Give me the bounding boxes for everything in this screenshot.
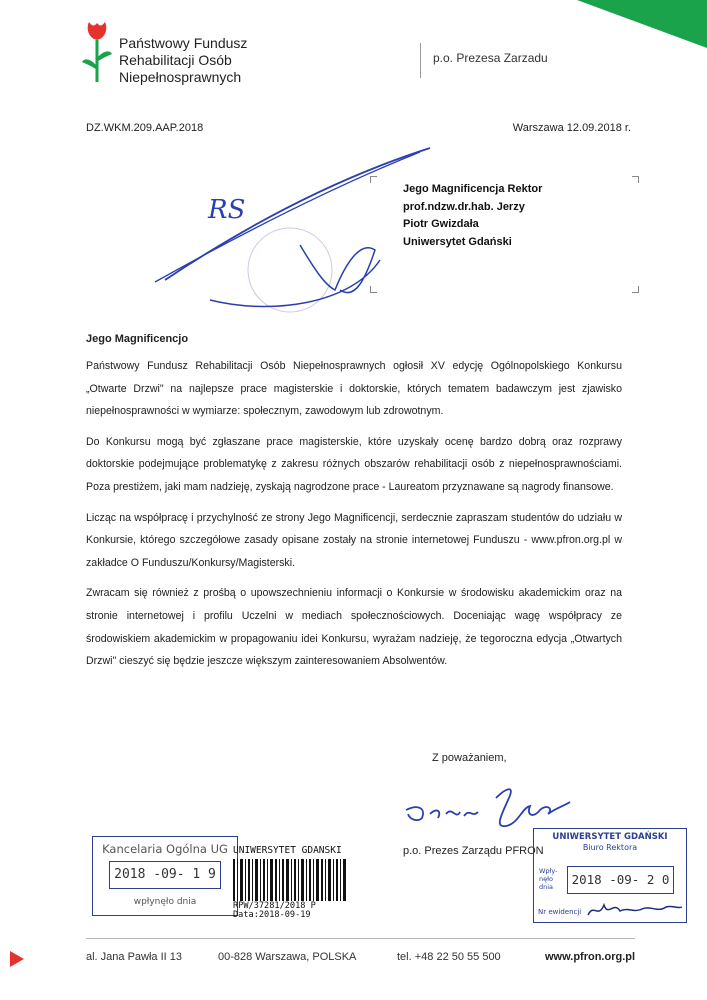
salutation: Jego Magnificencjo: [86, 333, 189, 345]
closing: Z poważaniem,: [432, 752, 507, 764]
paragraph: Zwracam się również z prośbą o upowszechnieniu informacji o Konkursie w środowisku akademickim oraz na stronie internetowej i profilu Uczelni w mediach społecznościowych. Doceniając wagę współpracy ze środowiskiem akademickim w propagowaniu idei Konkursu, wyrażam nadzieję, że tegoroczna edycja „Otwartych Drzwi" cieszyć się będzie jeszcze większym zainteresowaniem Absolwentów.: [86, 587, 622, 668]
reference-number: DZ.WKM.209.AAP.2018: [86, 122, 204, 134]
footer-city: 00-828 Warszawa, POLSKA: [218, 951, 357, 963]
letter-body: [86, 355, 622, 681]
barcode-code-line: RPW/37281/2018 P: [233, 901, 316, 911]
footer-phone: tel. +48 22 50 55 500: [397, 951, 501, 963]
signatory-name: p.o. Prezes Zarządu PFRON: [403, 845, 544, 857]
footer-website-link[interactable]: www.pfron.org.pl: [545, 951, 636, 963]
recipient-line: prof.ndzw.dr.hab. Jerzy: [403, 200, 525, 213]
barcode-label: [233, 845, 378, 920]
office-received-stamp: [92, 836, 238, 916]
recipient-line: Uniwersytet Gdański: [403, 235, 512, 248]
org-line-3: Niepełnosprawnych: [119, 69, 242, 85]
letter-date: Warszawa 12.09.2018 r.: [512, 122, 631, 134]
header-divider: [420, 43, 421, 78]
stamp-title: Kancelaria Ogólna UG: [102, 842, 228, 856]
position-title: p.o. Prezesa Zarzadu: [433, 51, 548, 65]
paragraph: Licząc na współpracę i przychylność ze strony Jego Magnificencji, serdecznie zapraszam studentów do udziału w Konkursie, którego szczegółowe zasady opisane zostały na stronie internetowej Funduszu - www.pfron.org.pl w zakładce O Funduszu/Konkursy/Magisterski.: [86, 511, 622, 569]
barcode-title: UNIWERSYTET GDANSKI: [233, 845, 342, 856]
address-corner-br: [632, 286, 639, 293]
stamp-received-label: Wpły-nęło dnia: [539, 867, 558, 891]
stamp-label: wpłynęło dnia: [133, 897, 197, 907]
organization-name: [119, 35, 247, 86]
footer-divider: [86, 938, 635, 939]
org-line-2: Rehabilitacji Osób: [119, 52, 232, 68]
arrow-icon: [10, 951, 24, 967]
stamp-evidence-label: Nr ewidencji: [538, 908, 582, 916]
paragraph: Państwowy Fundusz Rehabilitacji Osób Niepełnosprawnych ogłosił XV edycję Ogólnopolskiego Konkursu „Otwarte Drzwi" na najlepsze prace magisterskie i doktorskie, których tematem badawczym jest zjawisko niepełnosprawności w wymiarze: społecznym, zawodowym lub zdrowotnym.: [86, 360, 622, 418]
handwritten-annotation: [150, 140, 440, 320]
stamp-date: 2018 -09- 1 9: [109, 861, 221, 889]
paragraph: Do Konkursu mogą być zgłaszane prace magisterskie, które uzyskały ocenę bardzo dobrą oraz rozprawy doktorskie podejmujące problematykę z zakresu różnych obszarów rehabilitacji osób z niepełnosprawnościami. Poza prestiżem, jaki mam nadzieję, zyskają nagrodzone prace - Laureatom przyznawane są nagrody finansowe.: [86, 435, 622, 493]
handwritten-initials: RS: [208, 195, 246, 225]
recipient-line: Piotr Gwizdała: [403, 218, 479, 230]
address-corner-tr: [632, 176, 639, 183]
barcode-code: [233, 902, 316, 920]
stamp-title: UNIWERSYTET GDAŃSKI: [552, 832, 668, 842]
recipient-line: Jego Magnificencja Rektor: [403, 183, 543, 195]
tulip-logo-icon: [80, 18, 114, 84]
org-line-1: Państwowy Fundusz: [119, 35, 248, 51]
stamp-subtitle: Biuro Rektora: [582, 843, 638, 852]
barcode-code-line: Data:2018-09-19: [233, 910, 311, 920]
green-corner-decoration: [577, 0, 707, 48]
rector-office-stamp: [533, 828, 687, 923]
footer-street: al. Jana Pawła II 13: [86, 951, 183, 963]
barcode-icon: [233, 859, 363, 901]
initials-signature-icon: [584, 897, 684, 921]
stamp-date: 2018 -09- 2 0: [567, 866, 674, 894]
